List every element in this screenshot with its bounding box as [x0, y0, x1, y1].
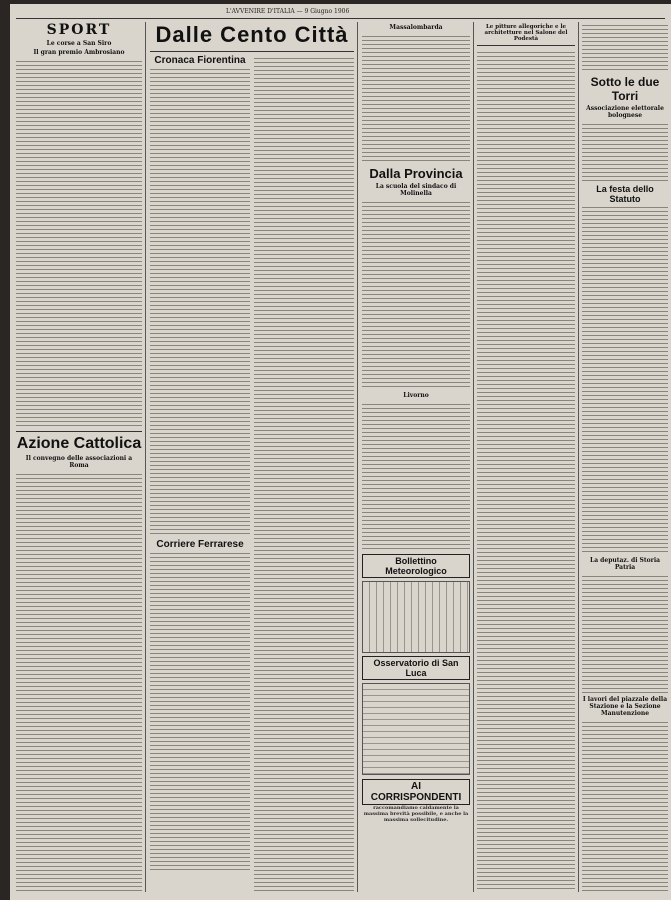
headline-associazione: Associazione elettorale bolognese	[586, 105, 664, 119]
headline-dalla-provincia: Dalla Provincia	[369, 166, 463, 181]
headline-cronaca-fiorentina: Cronaca Fiorentina	[154, 55, 246, 66]
headline-corse: Le corse a San Siro	[46, 40, 112, 47]
section-title-sport: SPORT	[46, 22, 112, 38]
article-body	[582, 719, 668, 894]
article-body	[362, 33, 470, 163]
observatory-table	[362, 683, 470, 775]
headline-due-torri: Sotto le due Torri	[590, 75, 660, 103]
column-rule	[473, 22, 474, 892]
masthead	[16, 6, 665, 19]
column-rule	[357, 22, 358, 892]
masthead-text: L'AVVENIRE D'ITALIA — 9 Giugno 1906	[226, 8, 350, 15]
headline-osservatorio: Osservatorio di San Luca	[362, 656, 470, 680]
column-rule	[578, 22, 579, 892]
column-due-torri	[582, 22, 668, 894]
headline-corriere-ferrarese: Corriere Ferrarese	[156, 539, 244, 550]
headline-azione-cattolica: Azione Cattolica	[16, 435, 142, 452]
headline-ai-corrispondenti: AI CORRISPONDENTI	[362, 779, 470, 805]
headline-massalombarda: Massalombarda	[389, 24, 443, 31]
newspaper-page	[10, 4, 671, 900]
divider	[150, 51, 354, 52]
headline-convegno: Il convegno delle associazioni a Roma	[25, 455, 133, 469]
headline-scuola-sindaco: La scuola del sindaco di Molinella	[375, 183, 457, 197]
article-body	[582, 204, 668, 554]
headline-gran-premio: Il gran premio Ambrosiano	[33, 49, 125, 56]
article-body	[582, 121, 668, 181]
corrispondenti-notice: raccomandiamo caldamente la massima brevità possibile, e anche la massima sollecitudine.	[363, 805, 469, 823]
weather-table	[362, 581, 470, 653]
divider	[16, 431, 142, 432]
divider	[477, 45, 575, 46]
headline-festa-statuto: La festa dello Statuto	[596, 184, 654, 204]
article-body	[362, 401, 470, 551]
article-body	[582, 573, 668, 693]
column-sport	[16, 22, 142, 894]
column-cento-citta	[150, 22, 354, 894]
article-body	[254, 55, 354, 894]
headline-pitture: Le pitture allegoriche e le architetture nel Salone del Podestà	[484, 24, 568, 42]
headline-livorno: Livorno	[403, 392, 429, 399]
article-body	[150, 550, 250, 870]
column-pitture	[477, 22, 575, 894]
column-rule	[145, 22, 146, 892]
column-provincia	[362, 22, 470, 894]
article-body	[582, 22, 668, 72]
headline-lavori-stazione: I lavori del piazzale della Stazione e la Sezione Manutenzione	[582, 696, 668, 717]
article-body	[16, 471, 142, 894]
article-body	[362, 199, 470, 389]
headline-deputazione: La deputaz. di Storia Patria	[589, 557, 660, 571]
article-body	[150, 66, 250, 536]
headline-bollettino: Bollettino Meteorologico	[362, 554, 470, 578]
article-body	[16, 58, 142, 428]
article-body	[477, 49, 575, 889]
headline-dalle-cento-citta: Dalle Cento Città	[155, 22, 349, 47]
